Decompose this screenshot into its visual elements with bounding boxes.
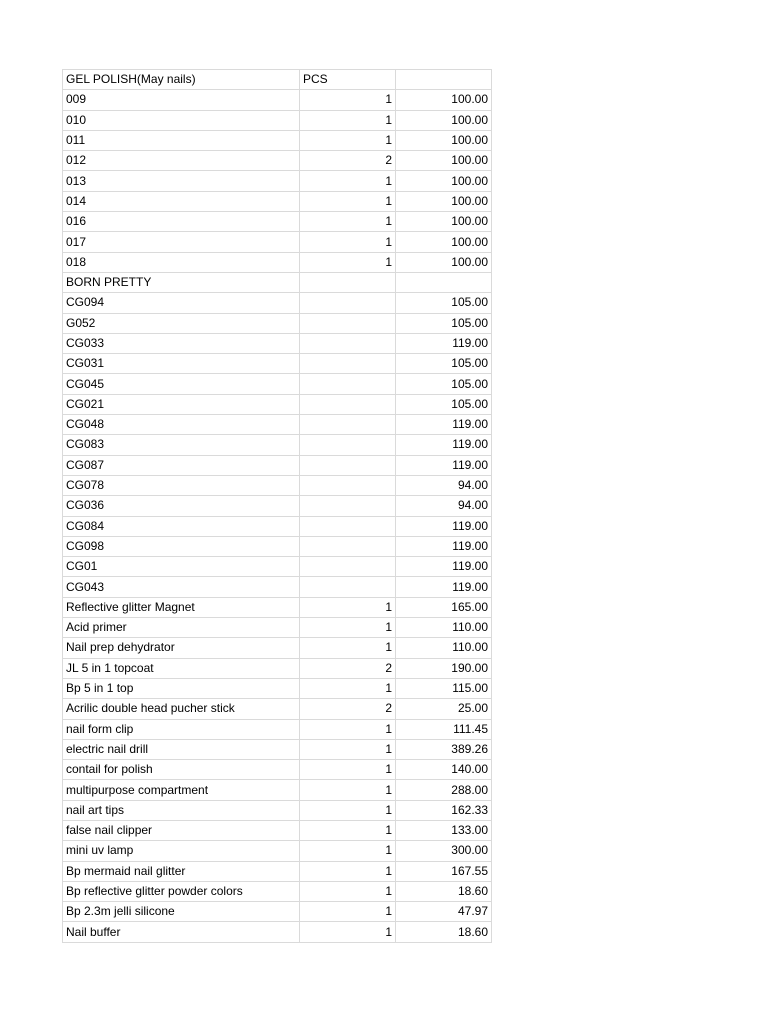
pcs-cell[interactable] bbox=[300, 435, 396, 455]
item-name-cell[interactable]: CG094 bbox=[63, 293, 300, 313]
item-name-cell[interactable]: Reflective glitter Magnet bbox=[63, 597, 300, 617]
item-name-cell[interactable]: 010 bbox=[63, 110, 300, 130]
price-cell[interactable] bbox=[396, 272, 492, 292]
price-cell[interactable]: 167.55 bbox=[396, 861, 492, 881]
header-row bbox=[63, 70, 492, 90]
spreadsheet-table bbox=[62, 69, 492, 943]
item-name-cell[interactable]: G052 bbox=[63, 313, 300, 333]
price-cell[interactable]: 100.00 bbox=[396, 191, 492, 211]
table-row bbox=[63, 780, 492, 800]
pcs-cell[interactable]: 1 bbox=[300, 191, 396, 211]
table-row bbox=[63, 577, 492, 597]
pcs-cell[interactable]: 2 bbox=[300, 151, 396, 171]
pcs-cell[interactable] bbox=[300, 557, 396, 577]
pcs-cell[interactable]: 1 bbox=[300, 90, 396, 110]
table-row bbox=[63, 820, 492, 840]
table-row bbox=[63, 130, 492, 150]
table-row bbox=[63, 435, 492, 455]
spreadsheet-body bbox=[63, 70, 492, 943]
price-cell[interactable]: 133.00 bbox=[396, 820, 492, 840]
price-cell[interactable]: 47.97 bbox=[396, 902, 492, 922]
pcs-cell[interactable]: 1 bbox=[300, 678, 396, 698]
price-cell[interactable]: 111.45 bbox=[396, 719, 492, 739]
header-price-cell[interactable] bbox=[396, 70, 492, 90]
price-cell[interactable]: 94.00 bbox=[396, 496, 492, 516]
table-row bbox=[63, 496, 492, 516]
item-name-cell[interactable]: CG021 bbox=[63, 394, 300, 414]
pcs-cell[interactable]: 1 bbox=[300, 618, 396, 638]
table-row bbox=[63, 516, 492, 536]
pcs-cell[interactable]: 1 bbox=[300, 922, 396, 942]
item-name-cell[interactable]: Acrilic double head pucher stick bbox=[63, 699, 300, 719]
price-cell[interactable]: 100.00 bbox=[396, 90, 492, 110]
item-name-cell[interactable]: multipurpose compartment bbox=[63, 780, 300, 800]
item-name-cell[interactable]: Nail prep dehydrator bbox=[63, 638, 300, 658]
table-row bbox=[63, 618, 492, 638]
table-row bbox=[63, 333, 492, 353]
price-cell[interactable]: 25.00 bbox=[396, 699, 492, 719]
pcs-cell[interactable] bbox=[300, 333, 396, 353]
table-row bbox=[63, 374, 492, 394]
price-cell[interactable]: 165.00 bbox=[396, 597, 492, 617]
pcs-cell[interactable]: 1 bbox=[300, 110, 396, 130]
pcs-cell[interactable] bbox=[300, 496, 396, 516]
price-cell[interactable]: 110.00 bbox=[396, 638, 492, 658]
item-name-cell[interactable]: 014 bbox=[63, 191, 300, 211]
table-row bbox=[63, 536, 492, 556]
pcs-cell[interactable] bbox=[300, 313, 396, 333]
pcs-cell[interactable] bbox=[300, 415, 396, 435]
price-cell[interactable]: 119.00 bbox=[396, 536, 492, 556]
item-name-cell[interactable]: CG078 bbox=[63, 475, 300, 495]
pcs-cell[interactable] bbox=[300, 272, 396, 292]
pcs-cell[interactable] bbox=[300, 516, 396, 536]
table-row bbox=[63, 212, 492, 232]
pcs-cell[interactable]: 1 bbox=[300, 232, 396, 252]
item-name-cell[interactable]: CG036 bbox=[63, 496, 300, 516]
item-name-cell[interactable]: Bp mermaid nail glitter bbox=[63, 861, 300, 881]
header-pcs-cell[interactable]: PCS bbox=[300, 70, 396, 90]
item-name-cell[interactable]: 009 bbox=[63, 90, 300, 110]
price-cell[interactable]: 115.00 bbox=[396, 678, 492, 698]
pcs-cell[interactable] bbox=[300, 475, 396, 495]
table-row bbox=[63, 232, 492, 252]
pcs-cell[interactable] bbox=[300, 293, 396, 313]
pcs-cell[interactable]: 1 bbox=[300, 212, 396, 232]
pcs-cell[interactable] bbox=[300, 455, 396, 475]
price-cell[interactable]: 119.00 bbox=[396, 415, 492, 435]
item-name-cell[interactable]: CG033 bbox=[63, 333, 300, 353]
price-cell[interactable]: 110.00 bbox=[396, 618, 492, 638]
price-cell[interactable]: 100.00 bbox=[396, 151, 492, 171]
table-row bbox=[63, 293, 492, 313]
pcs-cell[interactable]: 1 bbox=[300, 760, 396, 780]
pcs-cell[interactable]: 1 bbox=[300, 719, 396, 739]
price-cell[interactable]: 288.00 bbox=[396, 780, 492, 800]
table-row bbox=[63, 800, 492, 820]
item-name-cell[interactable]: false nail clipper bbox=[63, 820, 300, 840]
table-row bbox=[63, 455, 492, 475]
pcs-cell[interactable] bbox=[300, 374, 396, 394]
item-name-cell[interactable]: Bp 2.3m jelli silicone bbox=[63, 902, 300, 922]
price-cell[interactable]: 119.00 bbox=[396, 516, 492, 536]
item-name-cell[interactable]: CG031 bbox=[63, 354, 300, 374]
price-cell[interactable]: 105.00 bbox=[396, 313, 492, 333]
item-name-cell[interactable]: CG045 bbox=[63, 374, 300, 394]
table-row bbox=[63, 252, 492, 272]
table-row bbox=[63, 881, 492, 901]
table-row bbox=[63, 394, 492, 414]
price-cell[interactable]: 162.33 bbox=[396, 800, 492, 820]
item-name-cell[interactable]: nail art tips bbox=[63, 800, 300, 820]
price-cell[interactable]: 105.00 bbox=[396, 394, 492, 414]
table-row bbox=[63, 191, 492, 211]
pcs-cell[interactable]: 1 bbox=[300, 130, 396, 150]
pcs-cell[interactable]: 1 bbox=[300, 638, 396, 658]
price-cell[interactable]: 100.00 bbox=[396, 232, 492, 252]
pcs-cell[interactable]: 2 bbox=[300, 699, 396, 719]
price-cell[interactable]: 300.00 bbox=[396, 841, 492, 861]
table-row bbox=[63, 171, 492, 191]
table-row bbox=[63, 90, 492, 110]
item-name-cell[interactable]: 018 bbox=[63, 252, 300, 272]
pcs-cell[interactable]: 1 bbox=[300, 881, 396, 901]
item-name-cell[interactable]: 017 bbox=[63, 232, 300, 252]
pcs-cell[interactable]: 1 bbox=[300, 861, 396, 881]
header-item-cell[interactable]: GEL POLISH(May nails) bbox=[63, 70, 300, 90]
table-row bbox=[63, 658, 492, 678]
table-row bbox=[63, 678, 492, 698]
table-row bbox=[63, 110, 492, 130]
table-row bbox=[63, 739, 492, 759]
price-cell[interactable]: 100.00 bbox=[396, 252, 492, 272]
price-cell[interactable]: 105.00 bbox=[396, 293, 492, 313]
table-row bbox=[63, 841, 492, 861]
item-name-cell[interactable]: electric nail drill bbox=[63, 739, 300, 759]
table-row bbox=[63, 922, 492, 942]
table-row bbox=[63, 861, 492, 881]
pcs-cell[interactable]: 1 bbox=[300, 171, 396, 191]
price-cell[interactable]: 100.00 bbox=[396, 110, 492, 130]
item-name-cell[interactable]: Bp reflective glitter powder colors bbox=[63, 881, 300, 901]
table-row bbox=[63, 699, 492, 719]
table-row bbox=[63, 760, 492, 780]
table-row bbox=[63, 557, 492, 577]
price-cell[interactable]: 140.00 bbox=[396, 760, 492, 780]
table-row bbox=[63, 313, 492, 333]
item-name-cell[interactable]: 012 bbox=[63, 151, 300, 171]
price-cell[interactable]: 105.00 bbox=[396, 374, 492, 394]
item-name-cell[interactable]: CG083 bbox=[63, 435, 300, 455]
item-name-cell[interactable]: BORN PRETTY bbox=[63, 272, 300, 292]
price-cell[interactable]: 18.60 bbox=[396, 881, 492, 901]
item-name-cell[interactable]: 011 bbox=[63, 130, 300, 150]
pcs-cell[interactable]: 1 bbox=[300, 902, 396, 922]
item-name-cell[interactable]: CG048 bbox=[63, 415, 300, 435]
table-row bbox=[63, 475, 492, 495]
item-name-cell[interactable]: nail form clip bbox=[63, 719, 300, 739]
price-cell[interactable]: 100.00 bbox=[396, 130, 492, 150]
item-name-cell[interactable]: CG098 bbox=[63, 536, 300, 556]
table-row bbox=[63, 354, 492, 374]
pcs-cell[interactable]: 1 bbox=[300, 739, 396, 759]
table-row bbox=[63, 719, 492, 739]
price-cell[interactable]: 119.00 bbox=[396, 577, 492, 597]
item-name-cell[interactable]: 016 bbox=[63, 212, 300, 232]
item-name-cell[interactable]: Acid primer bbox=[63, 618, 300, 638]
price-cell[interactable]: 119.00 bbox=[396, 435, 492, 455]
table-row bbox=[63, 902, 492, 922]
pcs-cell[interactable]: 1 bbox=[300, 820, 396, 840]
pcs-cell[interactable]: 2 bbox=[300, 658, 396, 678]
price-cell[interactable]: 105.00 bbox=[396, 354, 492, 374]
table-row bbox=[63, 415, 492, 435]
pcs-cell[interactable] bbox=[300, 536, 396, 556]
pcs-cell[interactable]: 1 bbox=[300, 597, 396, 617]
item-name-cell[interactable]: CG087 bbox=[63, 455, 300, 475]
price-cell[interactable]: 119.00 bbox=[396, 455, 492, 475]
pcs-cell[interactable]: 1 bbox=[300, 780, 396, 800]
price-cell[interactable]: 100.00 bbox=[396, 212, 492, 232]
price-cell[interactable]: 389.26 bbox=[396, 739, 492, 759]
pcs-cell[interactable] bbox=[300, 577, 396, 597]
item-name-cell[interactable]: Nail buffer bbox=[63, 922, 300, 942]
price-cell[interactable]: 119.00 bbox=[396, 557, 492, 577]
item-name-cell[interactable]: contail for polish bbox=[63, 760, 300, 780]
item-name-cell[interactable]: JL 5 in 1 topcoat bbox=[63, 658, 300, 678]
price-cell[interactable]: 119.00 bbox=[396, 333, 492, 353]
price-cell[interactable]: 100.00 bbox=[396, 171, 492, 191]
item-name-cell[interactable]: mini uv lamp bbox=[63, 841, 300, 861]
pcs-cell[interactable] bbox=[300, 354, 396, 374]
pcs-cell[interactable]: 1 bbox=[300, 841, 396, 861]
price-cell[interactable]: 94.00 bbox=[396, 475, 492, 495]
item-name-cell[interactable]: CG084 bbox=[63, 516, 300, 536]
item-name-cell[interactable]: CG01 bbox=[63, 557, 300, 577]
pcs-cell[interactable]: 1 bbox=[300, 252, 396, 272]
table-row bbox=[63, 597, 492, 617]
pcs-cell[interactable] bbox=[300, 394, 396, 414]
table-row bbox=[63, 272, 492, 292]
pcs-cell[interactable]: 1 bbox=[300, 800, 396, 820]
price-cell[interactable]: 190.00 bbox=[396, 658, 492, 678]
table-row bbox=[63, 638, 492, 658]
table-row bbox=[63, 151, 492, 171]
item-name-cell[interactable]: 013 bbox=[63, 171, 300, 191]
item-name-cell[interactable]: Bp 5 in 1 top bbox=[63, 678, 300, 698]
item-name-cell[interactable]: CG043 bbox=[63, 577, 300, 597]
price-cell[interactable]: 18.60 bbox=[396, 922, 492, 942]
